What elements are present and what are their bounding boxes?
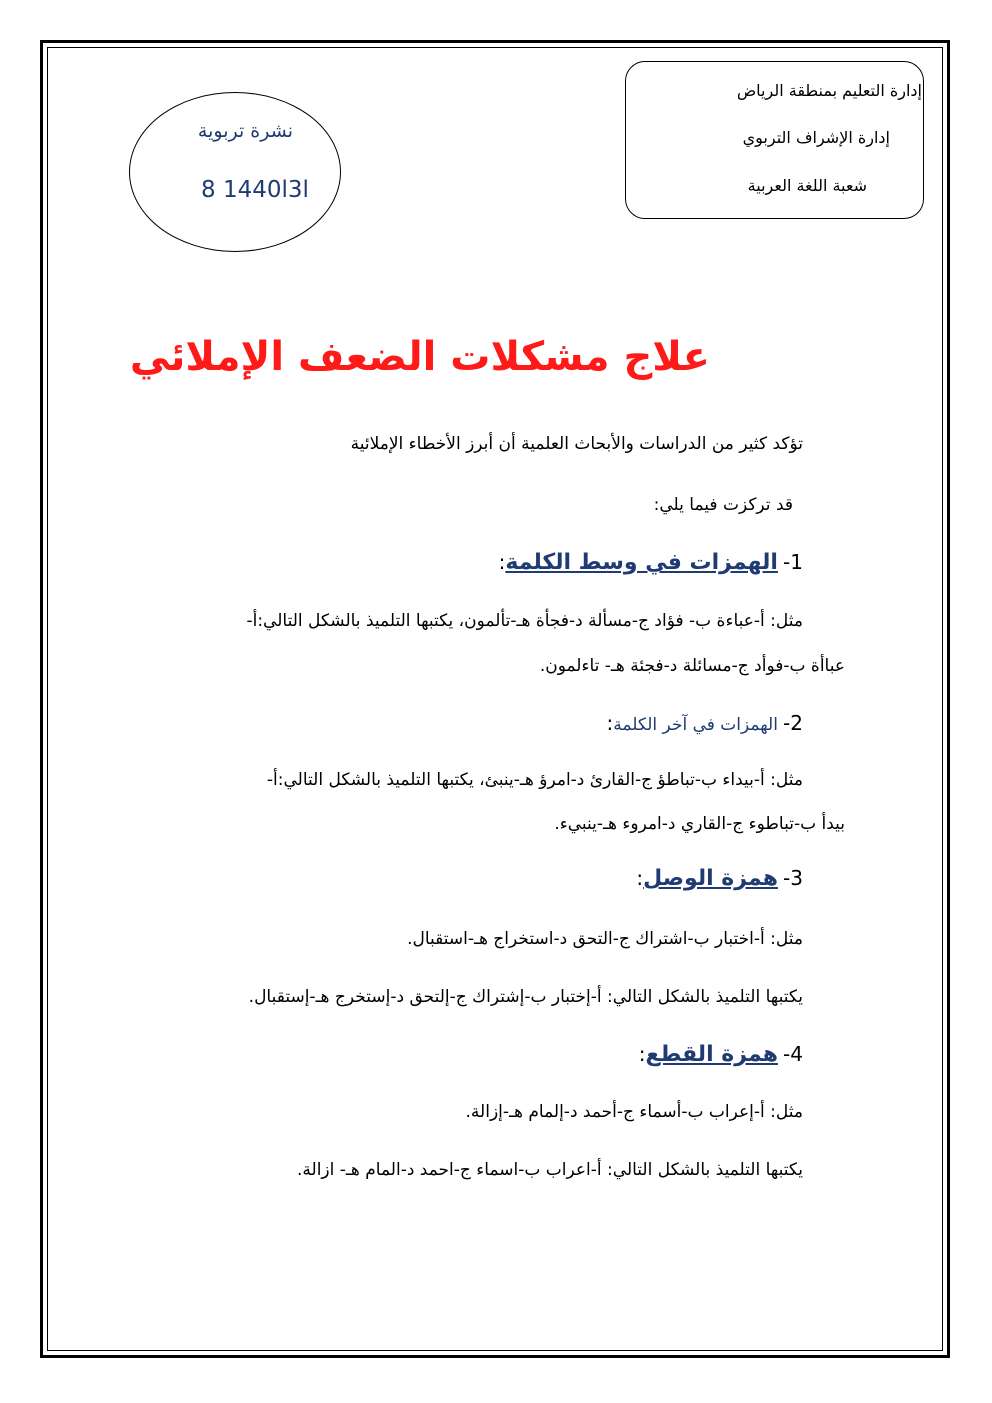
section-label: همزة القطع xyxy=(645,1042,778,1067)
section-label: الهمزات في آخر الكلمة xyxy=(613,715,778,735)
header-line-3: شعبة اللغة العربية xyxy=(747,176,867,195)
section-3-example-line-2: يكتبها التلميذ بالشكل التالي: أ-إختبار ب-إشتراك ج-إلتحق د-إستخرج هـ-إستقبال. xyxy=(248,987,803,1007)
page-title: علاج مشكلات الضعف الإملائي xyxy=(129,334,710,380)
section-1-example-line-1: مثل: أ-عباءة ب- فؤاد ج-مسألة د-فجأة هـ-تألمون، يكتبها التلميذ بالشكل التالي:أ- xyxy=(246,611,803,631)
section-1-heading xyxy=(499,550,803,575)
intro-line-1: تؤكد كثير من الدراسات والأبحاث العلمية أن أبرز الأخطاء الإملائية xyxy=(350,434,803,454)
section-label: الهمزات في وسط الكلمة xyxy=(505,550,778,575)
section-colon: : xyxy=(636,866,644,890)
section-colon: : xyxy=(606,711,614,735)
section-3-example-line-1: مثل: أ-اختبار ب-اشتراك ج-التحق د-استخراج هـ-استقبال. xyxy=(407,929,803,949)
section-number: 1- xyxy=(783,550,803,574)
badge-title: نشرة تربوية xyxy=(197,120,293,142)
section-2-heading xyxy=(607,711,803,735)
section-2-example-line-2: بيدأ ب-تباطوء ج-القاري د-امروء هـ-ينبيء. xyxy=(554,814,845,834)
section-number: 4- xyxy=(783,1042,803,1066)
header-line-2: إدارة الإشراف التربوي xyxy=(742,128,890,147)
section-number: 3- xyxy=(783,866,803,890)
section-4-example-line-2: يكتبها التلميذ بالشكل التالي: أ-اعراب ب-اسماء ج-احمد د-المام هـ- ازالة. xyxy=(297,1160,803,1180)
header-line-1: إدارة التعليم بمنطقة الرياض xyxy=(736,81,922,100)
section-colon: : xyxy=(498,550,506,574)
page-border-inner xyxy=(47,47,943,1351)
section-2-example-line-1: مثل: أ-بيداء ب-تباطؤ ج-القارئ د-امرؤ هـ-ينبئ، يكتبها التلميذ بالشكل التالي:أ- xyxy=(266,770,803,790)
badge-date: 8 ا3ا1440 xyxy=(201,177,309,203)
intro-line-2: قد تركزت فيما يلي: xyxy=(653,495,793,515)
section-3-heading xyxy=(636,866,803,891)
section-4-heading xyxy=(639,1042,803,1067)
section-1-example-line-2: عباأة ب-فوأد ج-مسائلة د-فجئة هـ- تاءلمون. xyxy=(539,656,845,676)
section-colon: : xyxy=(638,1042,646,1066)
section-number: 2- xyxy=(783,711,803,735)
badge-oval xyxy=(129,92,341,252)
section-4-example-line-1: مثل: أ-إعراب ب-أسماء ج-أحمد د-إلمام هـ-إزالة. xyxy=(465,1102,803,1122)
section-label: همزة الوصل xyxy=(643,866,778,891)
